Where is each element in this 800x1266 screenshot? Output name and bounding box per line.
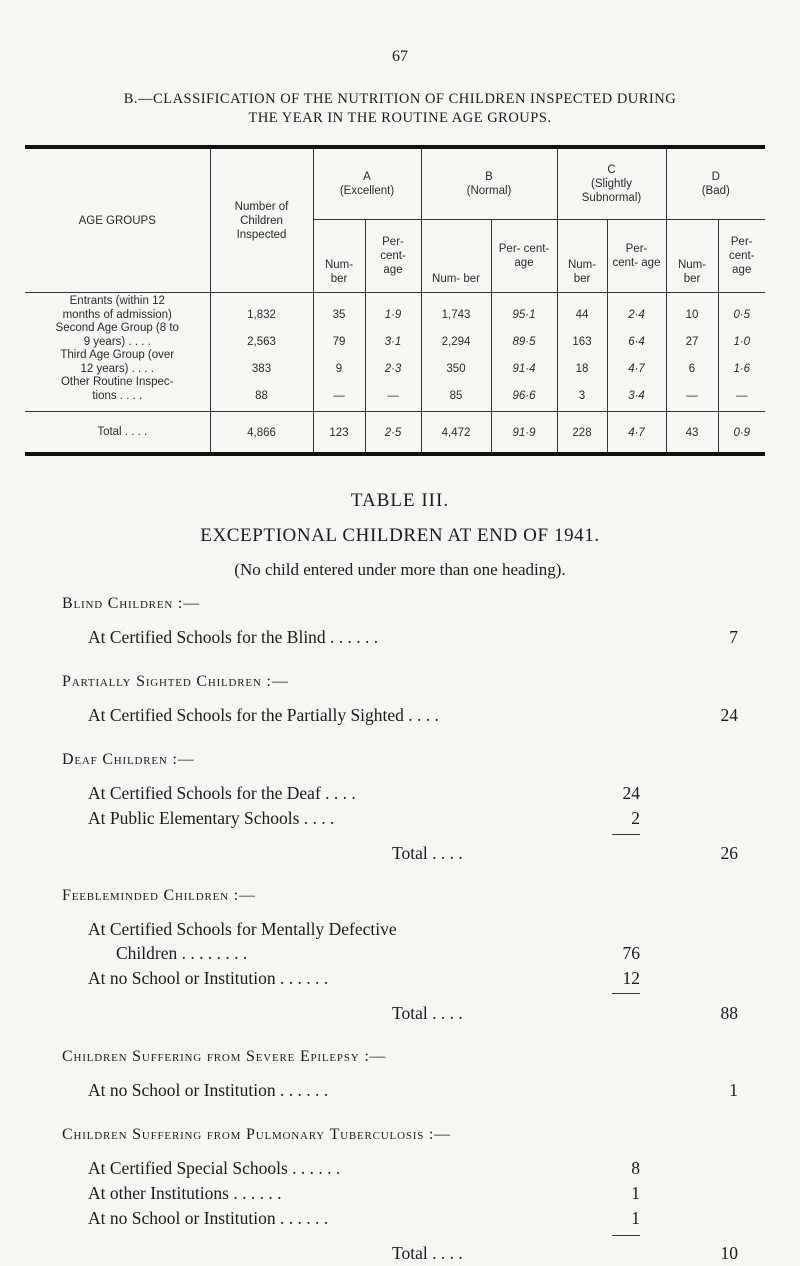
feeble-sum-rule: [612, 993, 640, 994]
total-a-pct: 2·5: [365, 412, 421, 455]
feeble-value-1: 76: [622, 943, 640, 963]
b-number-column: 1,743 2,294 350 85: [421, 293, 491, 412]
tb-line-3: At no School or Institution . . . . . .: [88, 1208, 329, 1228]
deaf-heading: Deaf Children :—: [62, 751, 195, 768]
inspected-column: 1,832 2,563 383 88: [210, 293, 313, 412]
total-label: Total . . . .: [25, 412, 210, 455]
epilepsy-value: 1: [729, 1080, 738, 1100]
b-percent-column: 95·1 89·5 91·4 96·6: [491, 293, 557, 412]
age-group-labels: Entrants (within 12 months of admission) Second Age Group (8 to 9 years) . . . . Third Age Group (over 12 years) . . . . Other Routine Inspec- tions . . . .: [25, 293, 210, 412]
blind-heading: Blind Children :—: [62, 595, 200, 612]
total-b-pct: 91·9: [491, 412, 557, 455]
category-c-header: C (Slightly Subnormal): [557, 147, 666, 220]
feeble-line-1a: At Certified Schools for Mentally Defective: [88, 919, 397, 939]
total-a-num: 123: [313, 412, 365, 455]
table-3-title: TABLE III.: [350, 490, 450, 511]
page-number: 67: [392, 48, 408, 65]
deaf-total-label: Total . . . .: [392, 843, 463, 863]
blind-line: At Certified Schools for the Blind . . . . . .: [88, 627, 379, 647]
tb-value-3: 1: [631, 1208, 640, 1228]
feeble-total-label: Total . . . .: [392, 1003, 463, 1023]
deaf-line-2: At Public Elementary Schools . . . .: [88, 808, 335, 828]
c-percent-header: Per- cent- age: [607, 220, 666, 293]
a-percent-column: 1·9 3·1 2·3 —: [365, 293, 421, 412]
tb-line-1: At Certified Special Schools . . . . . .: [88, 1158, 341, 1178]
feeble-value-2: 12: [622, 968, 640, 988]
tb-total: 10: [720, 1243, 738, 1263]
deaf-line-1: At Certified Schools for the Deaf . . . .: [88, 783, 356, 803]
epilepsy-line: At no School or Institution . . . . . .: [88, 1080, 329, 1100]
tb-value-2: 1: [631, 1183, 640, 1203]
table-3-subtitle: EXCEPTIONAL CHILDREN AT END OF 1941.: [200, 525, 600, 546]
deaf-value-2: 2: [631, 808, 640, 828]
a-percent-header: Per- cent- age: [365, 220, 421, 293]
c-percent-column: 2·4 6·4 4·7 3·4: [607, 293, 666, 412]
d-percent-header: Per- cent- age: [718, 220, 765, 293]
partial-heading: Partially Sighted Children :—: [62, 673, 289, 690]
deaf-value-1: 24: [622, 783, 640, 803]
d-percent-column: 0·5 1·0 1·6 —: [718, 293, 765, 412]
total-d-num: 43: [666, 412, 718, 455]
category-d-header: D (Bad): [666, 147, 765, 220]
b-percent-header: Per- cent- age: [491, 220, 557, 293]
total-c-pct: 4·7: [607, 412, 666, 455]
total-c-num: 228: [557, 412, 607, 455]
a-number-header: Num- ber: [313, 220, 365, 293]
age-groups-header: AGE GROUPS: [25, 147, 210, 293]
category-b-header: B (Normal): [421, 147, 557, 220]
deaf-total: 26: [720, 843, 738, 863]
tb-value-1: 8: [631, 1158, 640, 1178]
a-number-column: 35 79 9 —: [313, 293, 365, 412]
b-number-header: Num- ber: [421, 220, 491, 293]
feeble-line-2: At no School or Institution . . . . . .: [88, 968, 329, 988]
total-row: [25, 412, 765, 455]
total-d-pct: 0·9: [718, 412, 765, 455]
partial-value: 24: [720, 705, 738, 725]
number-inspected-header: Number of Children Inspected: [210, 147, 313, 293]
total-b-num: 4,472: [421, 412, 491, 455]
heading-line-1: B.—CLASSIFICATION OF THE NUTRITION OF CHILDREN INSPECTED DURING: [123, 91, 677, 107]
heading-line-2: THE YEAR IN THE ROUTINE AGE GROUPS.: [248, 110, 552, 126]
tb-heading: Children Suffering from Pulmonary Tuberculosis :—: [62, 1126, 451, 1143]
c-number-column: 44 163 18 3: [557, 293, 607, 412]
category-a-header: A (Excellent): [313, 147, 421, 220]
tb-sum-rule: [612, 1235, 640, 1236]
c-number-header: Num- ber: [557, 220, 607, 293]
feeble-total: 88: [720, 1003, 738, 1023]
table-body-row: [25, 293, 765, 412]
feeble-heading: Feebleminded Children :—: [62, 887, 256, 904]
total-inspected: 4,866: [210, 412, 313, 455]
table-3-note: (No child entered under more than one heading).: [234, 560, 566, 579]
tb-total-label: Total . . . .: [392, 1243, 463, 1263]
nutrition-table: [25, 145, 765, 456]
tb-line-2: At other Institutions . . . . . .: [88, 1183, 282, 1203]
blind-value: 7: [729, 627, 738, 647]
epilepsy-heading: Children Suffering from Severe Epilepsy :—: [62, 1048, 387, 1065]
table-b-heading: [0, 90, 800, 128]
feeble-line-1b: Children . . . . . . . .: [116, 943, 248, 963]
partial-line: At Certified Schools for the Partially Sighted . . . .: [88, 705, 439, 725]
d-number-column: 10 27 6 —: [666, 293, 718, 412]
d-number-header: Num- ber: [666, 220, 718, 293]
deaf-sum-rule: [612, 834, 640, 835]
